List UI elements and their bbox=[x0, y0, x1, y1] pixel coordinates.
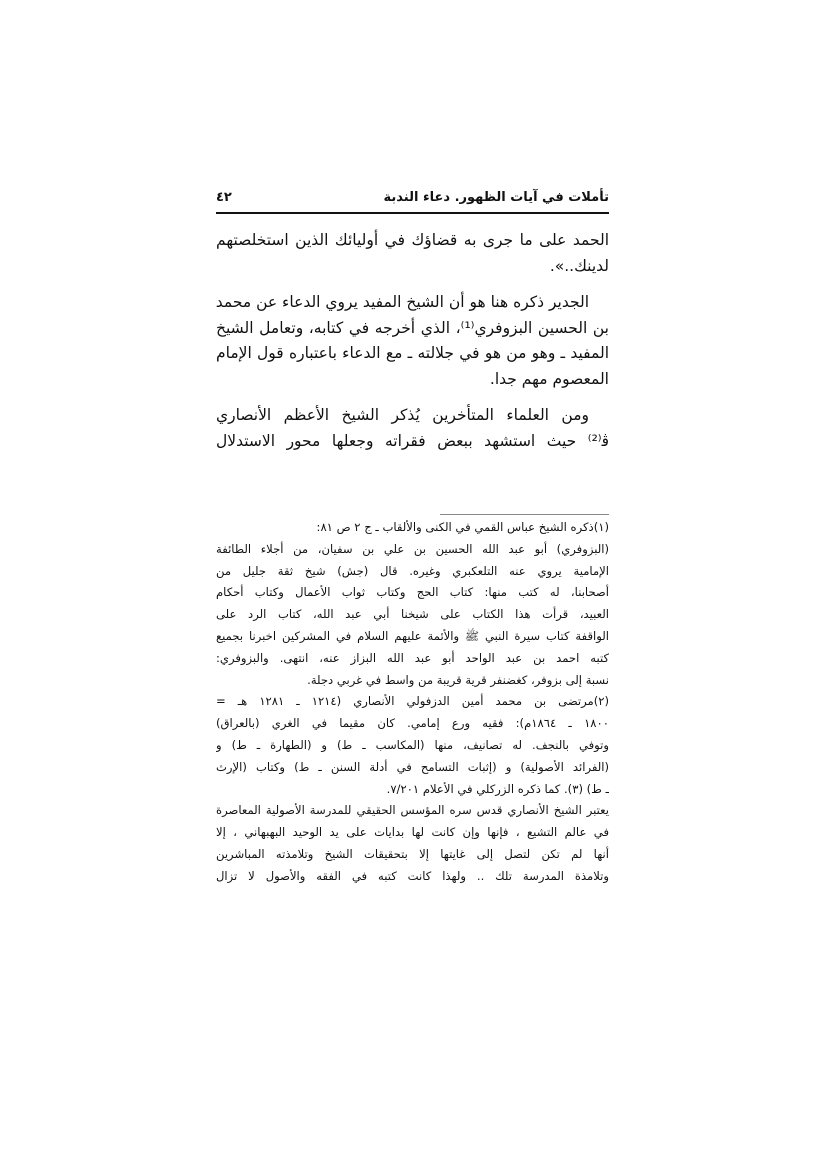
paragraph-2 bbox=[216, 290, 609, 392]
text-line: ﭬ⁽²⁾ حيث استشهد ببعض فقراته وجعلها محور الاستدلال bbox=[216, 431, 609, 450]
footnote-line: (البزوفري) أبو عبد الله الحسين بن علي بن سفيان، من أجلاء الطائفة bbox=[216, 541, 609, 556]
footnote-line: الواقفة كتاب سيرة النبي ﷺ والأئمة عليهم السلام في المشركين اخبرنا بجميع bbox=[216, 628, 609, 643]
footnote-line: (٢)مرتضى بن محمد أمين الدزفولي الأنصاري (١٢١٤ ـ ١٢٨١ هـ = bbox=[216, 694, 609, 709]
paragraph-1 bbox=[216, 228, 609, 279]
footnote-separator bbox=[440, 514, 609, 515]
footnote-line: أنها لم تكن لتصل إلى غايتها إلا بتحقيقات الشيخ وتلامذته المباشرين bbox=[216, 846, 609, 861]
footnote-line: كتبه احمد بن عبد الواحد أبو عبد الله البزاز عنه، انتهى. والبزوفري: bbox=[216, 650, 609, 665]
text-line: المفيد ـ وهو من هو في جلالته ـ مع الدعاء باعتباره قول الإمام bbox=[216, 344, 609, 362]
page-number: ٤٢ bbox=[216, 190, 232, 205]
text-line: بن الحسين البزوفري⁽¹⁾، الذي أخرجه في كتابه، وتعامل الشيخ bbox=[216, 318, 609, 337]
text-line: الحمد على ما جرى به قضاؤك في أوليائك الذين استخلصتهم bbox=[216, 231, 609, 249]
footnote-line: أصحابنا، له كتب منها: كتاب الحج وكتاب ثواب الأعمال وكتاب أحكام bbox=[216, 585, 609, 600]
running-header bbox=[216, 188, 609, 214]
text-line: الجدير ذكره هنا هو أن الشيخ المفيد يروي الدعاء عن محمد bbox=[216, 293, 589, 311]
header-title: تأملات في آيات الظهور. دعاء الندبة bbox=[383, 190, 609, 205]
footnote-line: نسبة إلى بزوفر، كغضنفر قرية قريبة من واسط في غربي دجلة. bbox=[307, 672, 609, 687]
text-line: المعصوم مهم جدا. bbox=[489, 369, 609, 388]
footnote-line: وتلامذة المدرسة تلك .. ولهذا كانت كتبه في الفقه والأصول لا تزال bbox=[216, 868, 609, 883]
footnote-line: (الفرائد الأصولية) و (إثبات التسامح في أدلة السنن ـ ط) وكتاب (الإرث bbox=[216, 759, 609, 774]
paragraph-3 bbox=[216, 403, 609, 454]
footnote-line: الإمامية يروي عنه التلعكبري وغيره. قال (جش) شيخ ثقة جليل من bbox=[216, 563, 609, 578]
text-line: لدينك..». bbox=[549, 256, 609, 275]
footnote-line: ١٨٠٠ ـ ١٨٦٤م): فقيه ورع إمامي. كان مقيما في الغري (بالعراق) bbox=[216, 716, 609, 731]
footnote-line: (١)ذكره الشيخ عباس القمي في الكنى والألقاب ـ ج ٢ ص ٨١: bbox=[316, 520, 609, 534]
footnote-line: في عالم التشيع ، فإنها وإن كانت لها بدايات على يد الوحيد البهبهاني ، إلا bbox=[216, 825, 609, 840]
footnote-line: ـ ط) (٣). كما ذكره الزركلي في الأعلام ٧/٢٠١. bbox=[386, 781, 609, 796]
footnotes bbox=[216, 517, 609, 888]
text-line: ومن العلماء المتأخرين يُذكر الشيخ الأعظم الأنصاري bbox=[216, 406, 589, 424]
footnote-line: يعتبر الشيخ الأنصاري قدس سره المؤسس الحقيقي للمدرسة الأصولية المعاصرة bbox=[216, 803, 609, 818]
footnote-line: العبيد، قرأت هذا الكتاب على شيخنا أبي عبد الله، كتاب الرد على bbox=[216, 607, 609, 622]
footnote-line: وتوفي بالنجف. له تصانيف، منها (المكاسب ـ ط) و (الطهارة ـ ط) و bbox=[216, 737, 609, 752]
